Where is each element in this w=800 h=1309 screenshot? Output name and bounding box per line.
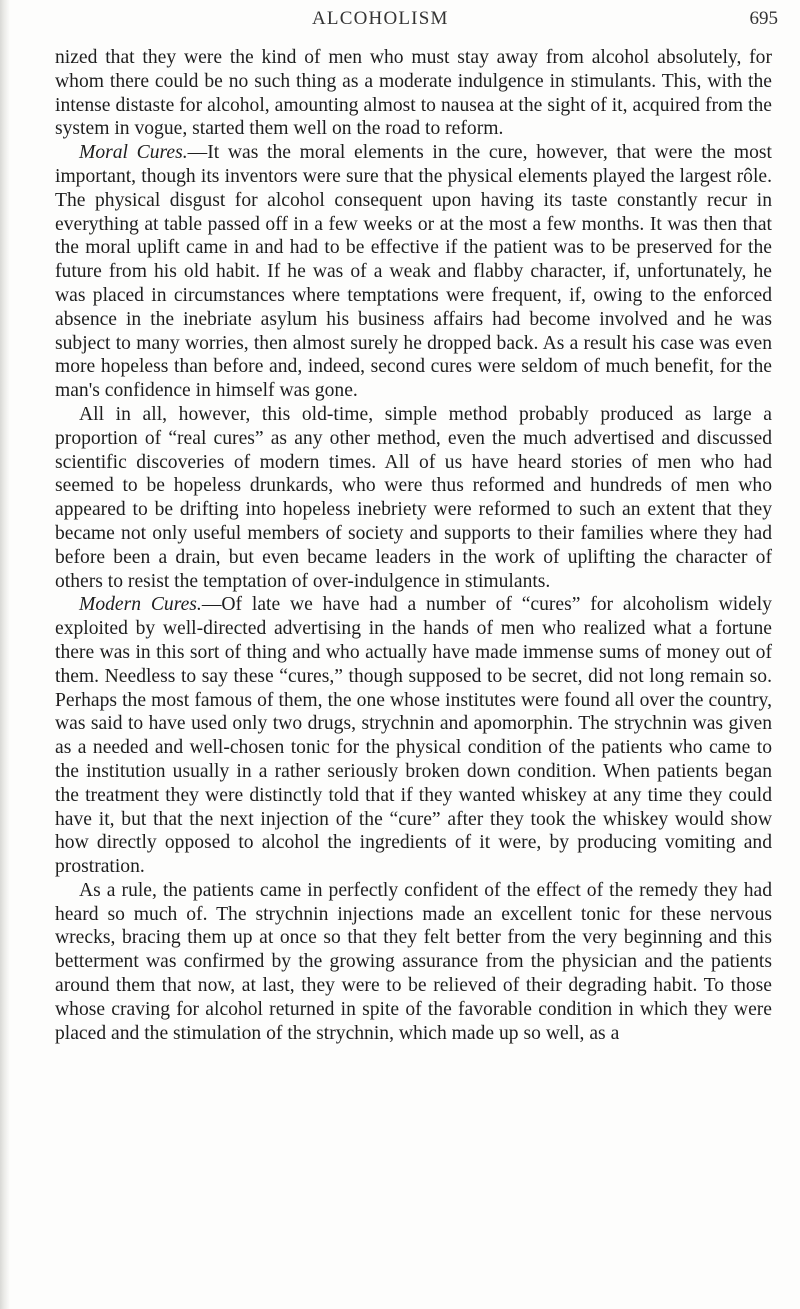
paragraph-text: —Of late we have had a number of “cures” for alcoholism widely exploited by well-directed advertising in the hands of men who realized what a fortune there was in this sort of thing and who actually have made immense sums of money out of them. Needless to say these “cures,” though supposed to be secret, did not long remain so. Perhaps the most famous of them, the one whose institutes were found all over the country, was said to have used only two drugs, strychnin and apomorphin. The strychnin was given as a needed and well-chosen tonic for the physical condition of the patients who came to the institution usually in a rather seriously broken down condition. When patients began the treatment they were distinctly told that if they wanted whiskey at any time they could have it, but that the next injection of the “cure” after they took the whiskey would show how directly opposed to alcohol the ingredients of it were, by producing vomiting and prostration. [55, 594, 772, 878]
paragraph-continued [55, 46, 772, 141]
running-head [0, 8, 800, 38]
page-number: 695 [749, 8, 778, 29]
paragraph-as-a-rule [55, 879, 772, 1046]
paragraph-modern-cures [55, 593, 772, 879]
paragraph-all-in-all [55, 403, 772, 593]
paragraph-text: All in all, however, this old-time, simple method probably produced as large a proportion of “real cures” as any other method, even the much advertised and discussed scientific discoveries of modern times. All of us have heard stories of men who had seemed to be hopeless drunkards, who were thus reformed and hundreds of men who appeared to be drifting into hopeless inebriety were reformed to such an extent that they became not only useful members of society and supports to their families where they had before been a drain, but even became leaders in the work of uplifting the character of others to resist the temptation of over-indulgence in stimulants. [55, 403, 772, 592]
paragraph-moral-cures [55, 141, 772, 403]
page-binding-edge [0, 0, 10, 1309]
paragraph-text: As a rule, the patients came in perfectly confident of the effect of the remedy they had heard so much of. The strychnin injections made an excellent tonic for these nervous wrecks, bracing them up at once so that they felt better from the very beginning and this betterment was confirmed by the growing assurance from the physician and the patients around them that now, at last, they were to be relieved of their degrading habit. To those whose craving for alcohol returned in spite of the favorable condition in which they were placed and the stimulation of the strychnin, which made up so well, as a [55, 879, 772, 1044]
body-text [55, 46, 772, 1045]
paragraph-text: nized that they were the kind of men who must stay away from alcohol absolutely, for whom there could be no such thing as a moderate indulgence in stimulants. This, with the intense distaste for alcohol, amounting almost to nausea at the sight of it, acquired from the system in vogue, started them well on the road to reform. [55, 47, 772, 140]
section-heading-moral-cures: Moral Cures. [79, 142, 188, 164]
paragraph-text: —It was the moral elements in the cure, however, that were the most important, though its inventors were sure that the physical elements played the largest rôle. The physical disgust for alcohol consequent upon having its taste constantly recur in everything at table passed off in a few weeks or at the most a few months. It was then that the moral uplift came in and had to be effective if the patient was to be preserved for the future from his old habit. If he was of a weak and flabby character, if, unfortunately, he was placed in circumstances where temptations were frequent, if, owing to the enforced absence in the inebriate asylum his business affairs had become involved and he was subject to many worries, then almost surely he dropped back. As a result his case was even more hopeless than before and, indeed, second cures were seldom of much benefit, for the man's confidence in himself was gone. [55, 142, 772, 402]
running-title: ALCOHOLISM [312, 8, 449, 29]
section-heading-modern-cures: Modern Cures. [79, 594, 202, 616]
